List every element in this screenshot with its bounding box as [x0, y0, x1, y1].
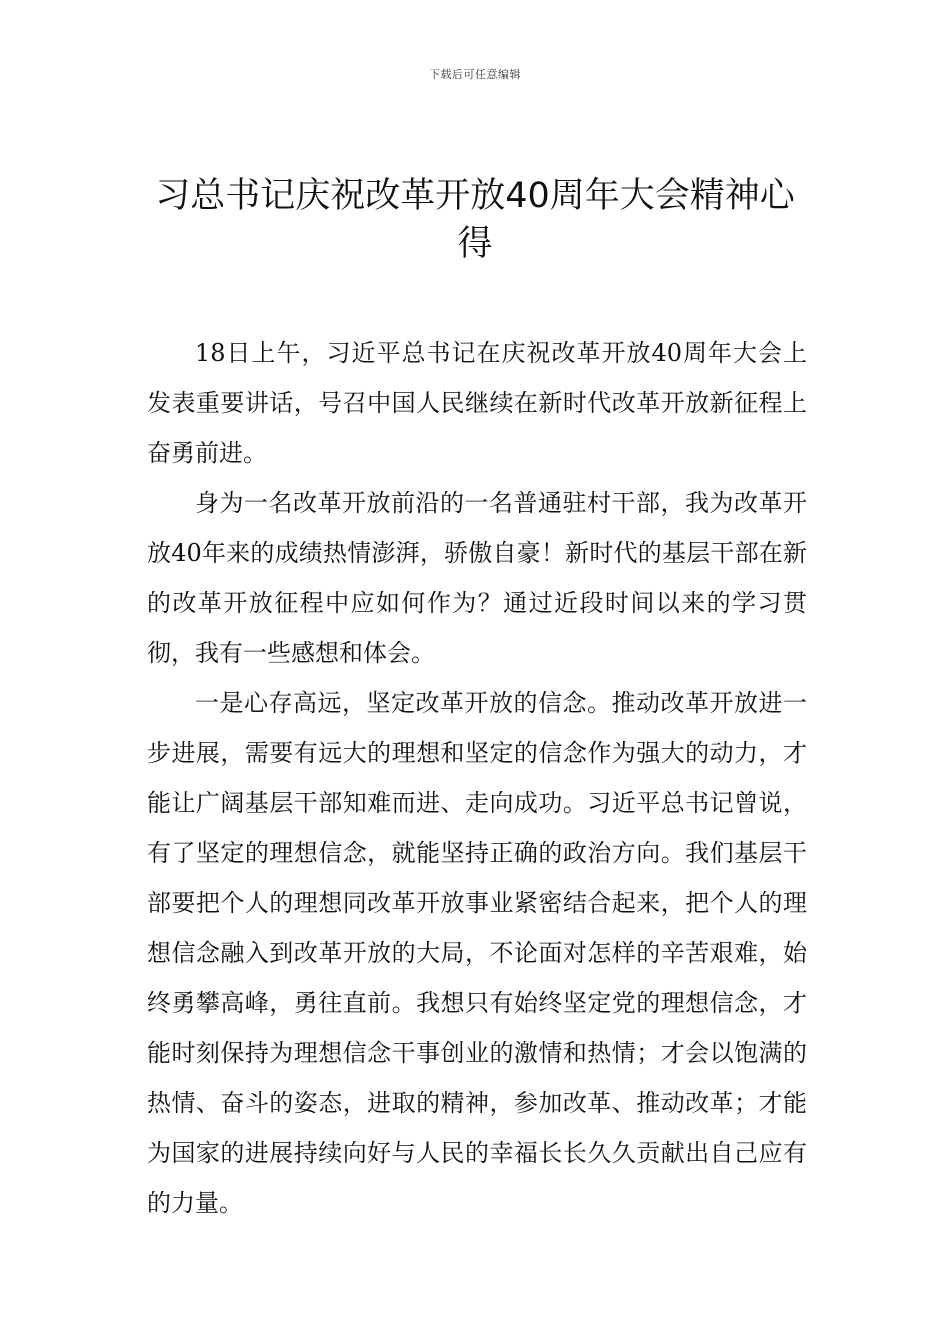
paragraph-2: 身为一名改革开放前沿的一名普通驻村干部，我为改革开放40年来的成绩热情澎湃，骄傲自豪！新时代的基层干部在新的改革开放征程中应如何作为？通过近段时间以来的学习贯彻，我有一些感想和体会。 — [147, 489, 807, 667]
paragraph-3: 一是心存高远，坚定改革开放的信念。推动改革开放进一步进展，需要有远大的理想和坚定的信念作为强大的动力，才能让广阔基层干部知难而进、走向成功。习近平总书记曾说，有了坚定的理想信念，就能坚持正确的政治方向。我们基层干部要把个人的理想同改革开放事业紧密结合起来，把个人的理想信念融入到改革开放的大局，不论面对怎样的辛苦艰难，始终勇攀高峰，勇往直前。我想只有始终坚定党的理想信念，才能时刻保持为理想信念干事创业的激情和热情；才会以饱满的热情、奋斗的姿态，进取的精神，参加改革、推动改革；才能为国家的进展持续向好与人民的幸福长长久久贡献出自己应有的力量。 — [147, 689, 807, 1217]
document-body — [147, 328, 807, 1228]
paragraph-1: 18日上午，习近平总书记在庆祝改革开放40周年大会上发表重要讲话，号召中国人民继续在新时代改革开放新征程上奋勇前进。 — [147, 339, 807, 467]
header-note: 下载后可任意编辑 — [429, 68, 521, 81]
document-title: 习总书记庆祝改革开放40周年大会精神心得 — [155, 176, 795, 264]
